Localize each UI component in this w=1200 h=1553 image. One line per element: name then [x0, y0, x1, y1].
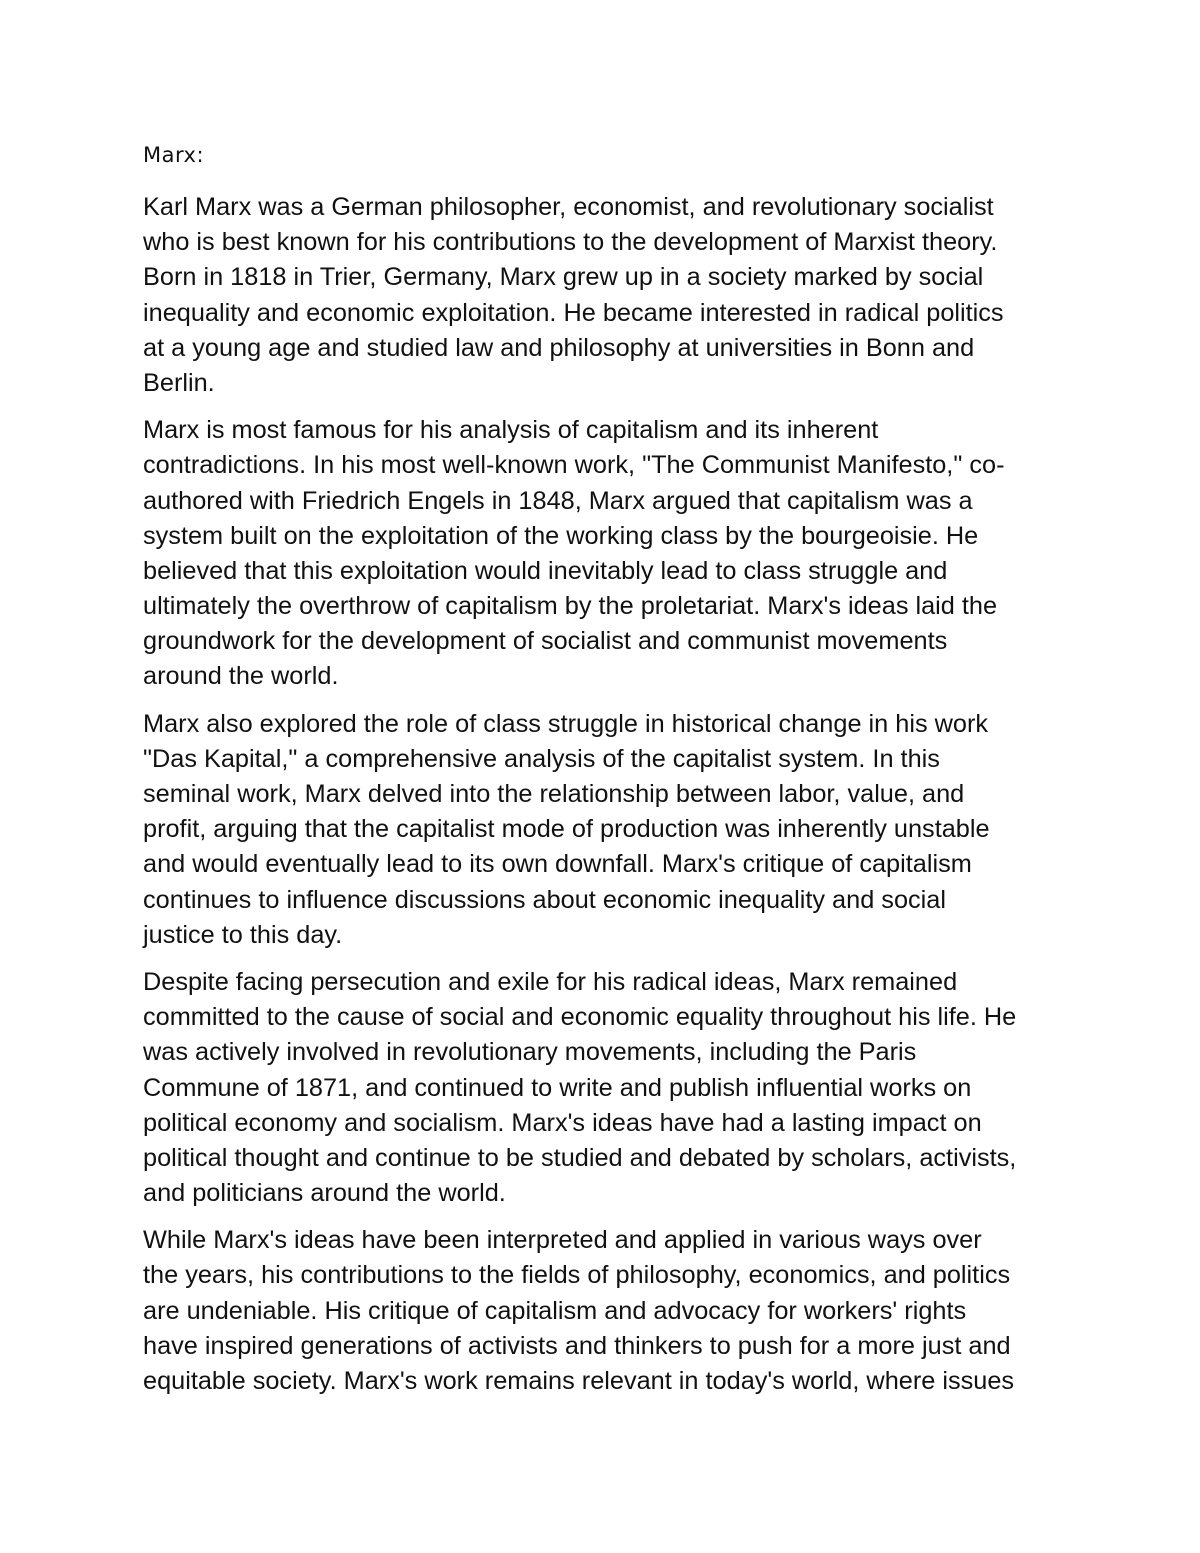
- text-line: was actively involved in revolutionary movements, including the Paris: [143, 1038, 917, 1067]
- text-line: groundwork for the development of socialist and communist movements: [143, 627, 948, 656]
- text-line: ultimately the overthrow of capitalism by the proletariat. Marx's ideas laid the: [143, 592, 998, 621]
- text-line: Commune of 1871, and continued to write and publish influential works on: [143, 1073, 972, 1102]
- text-line: Born in 1818 in Trier, Germany, Marx grew up in a society marked by social: [143, 263, 984, 292]
- paragraph-5: [143, 1223, 1058, 1399]
- text-line: contradictions. In his most well-known work, "The Communist Manifesto," co-: [143, 451, 1005, 480]
- text-line: profit, arguing that the capitalist mode of production was inherently unstable: [143, 815, 990, 844]
- text-line: at a young age and studied law and philosophy at universities in Bonn and: [143, 333, 975, 362]
- text-line: continues to influence discussions about economic inequality and social: [143, 885, 946, 914]
- paragraph-4: [143, 965, 1058, 1211]
- text-line: and politicians around the world.: [143, 1179, 506, 1208]
- text-line: equitable society. Marx's work remains relevant in today's world, where issues: [143, 1367, 1015, 1395]
- text-line: political economy and socialism. Marx's ideas have had a lasting impact on: [143, 1108, 982, 1137]
- text-line: and would eventually lead to its own downfall. Marx's critique of capitalism: [143, 850, 972, 879]
- text-line: seminal work, Marx delved into the relationship between labor, value, and: [143, 780, 965, 808]
- document-body: [143, 138, 1058, 1411]
- text-line: are undeniable. His critique of capitalism and advocacy for workers' rights: [143, 1296, 967, 1325]
- text-line: committed to the cause of social and economic equality throughout his life. He: [143, 1003, 1017, 1032]
- text-line: Despite facing persecution and exile for his radical ideas, Marx remained: [143, 967, 958, 996]
- text-line: "Das Kapital," a comprehensive analysis of the capitalist system. In this: [143, 744, 940, 773]
- text-line: Marx also explored the role of class struggle in historical change in his work: [143, 709, 989, 738]
- text-line: justice to this day.: [143, 920, 343, 949]
- document-heading: Marx:: [143, 143, 205, 167]
- paragraph-3: [143, 707, 1058, 953]
- text-line: the years, his contributions to the fields of philosophy, economics, and politics: [143, 1261, 1011, 1290]
- text-line: inequality and economic exploitation. He became interested in radical politics: [143, 298, 1004, 327]
- text-line: around the world.: [143, 662, 339, 691]
- text-line: authored with Friedrich Engels in 1848, Marx argued that capitalism was a: [143, 486, 973, 515]
- paragraph-1: [143, 190, 1058, 401]
- text-line: system built on the exploitation of the working class by the bourgeoisie. He: [143, 521, 979, 550]
- text-line: Berlin.: [143, 368, 215, 397]
- text-line: Karl Marx was a German philosopher, economist, and revolutionary socialist: [143, 193, 994, 221]
- text-line: have inspired generations of activists and thinkers to push for a more just and: [143, 1331, 1011, 1360]
- text-line: political thought and continue to be studied and debated by scholars, activists,: [143, 1143, 1017, 1172]
- text-line: While Marx's ideas have been interpreted and applied in various ways over: [143, 1226, 982, 1255]
- text-line: believed that this exploitation would inevitably lead to class struggle and: [143, 556, 948, 585]
- text-line: who is best known for his contributions to the development of Marxist theory.: [143, 228, 998, 257]
- text-line: Marx is most famous for his analysis of capitalism and its inherent: [143, 416, 879, 445]
- paragraph-2: [143, 413, 1058, 695]
